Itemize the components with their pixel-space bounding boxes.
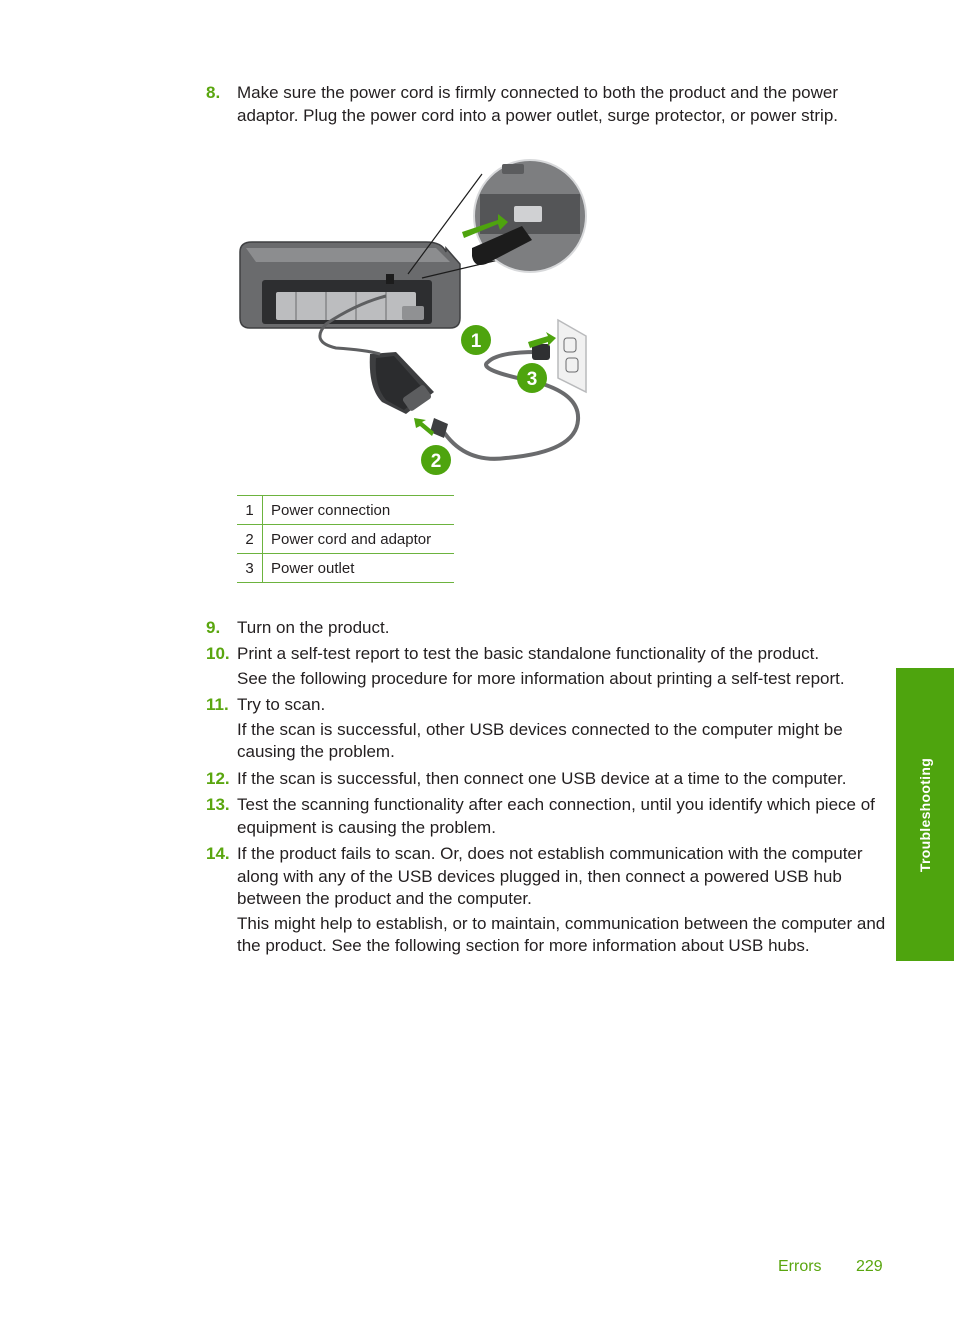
step-14 [206,843,886,958]
step-13 [206,794,886,839]
page-number: 229 [856,1258,883,1275]
step-note: See the following procedure for more information about printing a self-test report. [237,668,845,688]
chapter-label: Troubleshooting [917,757,933,872]
svg-text:2: 2 [430,451,442,472]
step-text: If the scan is successful, then connect one USB device at a time to the computer. [237,769,847,788]
callout-badge-2 [421,445,451,475]
footer-section: Errors [778,1258,822,1275]
step-text: Turn on the product. [237,618,390,637]
step-12 [206,768,886,791]
callout-label: Power cord and adaptor [263,525,455,554]
step-note: If the scan is successful, other USB devices connected to the computer might be causing the problem. [237,719,843,761]
step-number: 13. [206,795,230,814]
callout-label: Power connection [263,496,455,525]
step-10 [206,643,886,690]
callout-table [237,495,454,583]
callout-number: 3 [237,554,263,583]
callout-number: 2 [237,525,263,554]
callout-badge-1 [461,325,491,355]
step-number: 8. [206,83,221,102]
step-8 [206,82,886,127]
table-row [237,525,454,554]
step-text: If the product fails to scan. Or, does not establish communication with the computer along with any of the USB devices plugged in, then connect a powered USB hub between the product and the computer. [237,844,863,908]
step-note: This might help to establish, or to maintain, communication between the computer and the product. See the following section for more information about USB hubs. [237,913,886,955]
step-text: Test the scanning functionality after each connection, until you identify which piece of equipment is causing the problem. [237,795,875,837]
printer-power-diagram [236,156,588,476]
step-11 [206,694,886,764]
step-number: 11. [206,695,229,714]
callout-badge-3 [517,363,547,393]
step-9 [206,617,886,640]
step-number: 12. [206,769,230,788]
table-row [237,554,454,583]
callout-label: Power outlet [263,554,455,583]
step-number: 9. [206,618,221,637]
step-text: Print a self-test report to test the basic standalone functionality of the product. [237,644,820,663]
step-text: Make sure the power cord is firmly connected to both the product and the power adaptor. Plug the power cord into a power outlet, surge protector, or power strip. [237,83,839,125]
table-row [237,496,454,525]
svg-text:1: 1 [470,331,482,352]
step-text: Try to scan. [237,695,326,714]
step-number: 10. [206,644,230,663]
power-connection-illustration [236,156,588,476]
svg-text:3: 3 [526,369,538,390]
callout-number: 1 [237,496,263,525]
step-number: 14. [206,844,230,863]
chapter-side-tab [896,668,954,961]
